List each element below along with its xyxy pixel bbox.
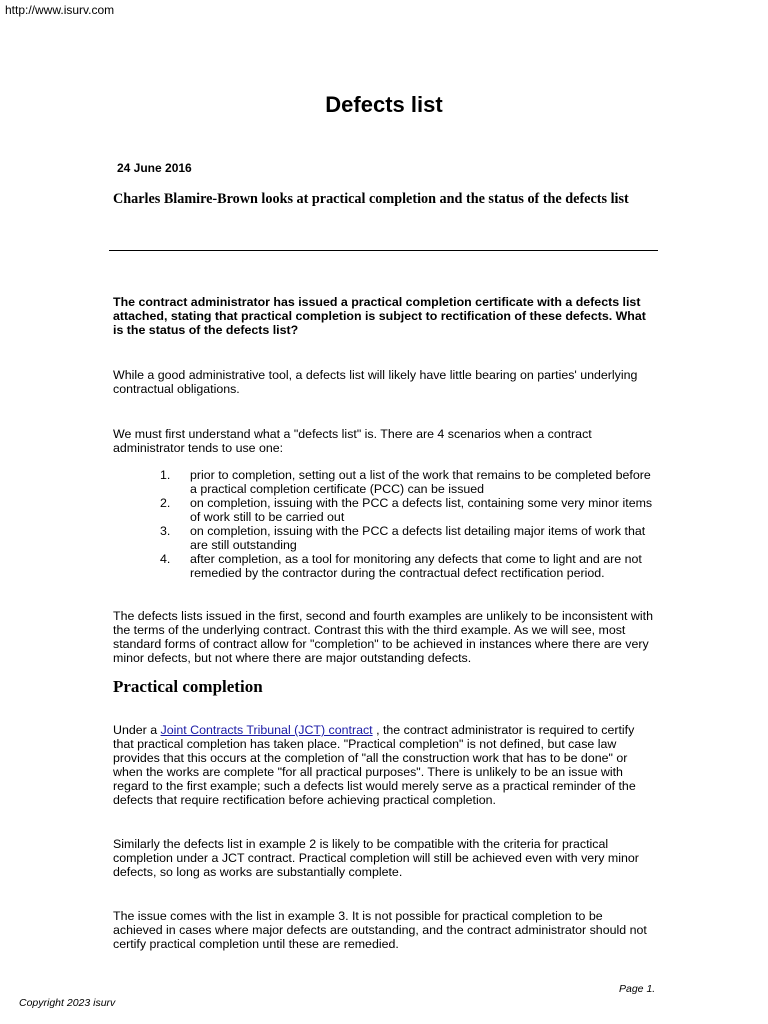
paragraph-5: Similarly the defects list in example 2 is likely to be compatible with the criteria for practical completion under a JCT contract. Practical completion will still be achieved even with very minor defects, so long as works are substantially complete. [113,837,639,879]
paragraph-4-lead: Under a [113,723,161,737]
paragraph-3: The defects lists issued in the first, second and fourth examples are unlikely to be inconsistent with the terms of the underlying contract. Contrast this with the third example. As we will see, most standard forms of contract allow for "completion" to be achieved in instances where there are very minor defects, but not where there are major outstanding defects. [113,609,653,665]
paragraph-2: We must first understand what a "defects list" is. There are 4 scenarios when a contract administrator tends to use one: [113,427,592,455]
paragraph-4 [113,723,653,807]
intro-question: The contract administrator has issued a practical completion certificate with a defects list attached, stating that practical completion is subject to rectification of these defects. What is the status of the defects list? [113,295,646,337]
article-date: 24 June 2016 [117,161,192,175]
list-item-text: on completion, issuing with the PCC a defects list detailing major items of work that are still outstanding [190,524,646,552]
article-subtitle: Charles Blamire-Brown looks at practical completion and the status of the defects list [113,191,629,207]
list-item-text: after completion, as a tool for monitoring any defects that come to light and are not remedied by the contractor during the contractual defect rectification period. [190,552,642,580]
list-item-number: 3. [160,524,171,538]
paragraph-4-body: , the contract administrator is required to certify that practical completion has taken place. "Practical completion" is not defined, but case law provides that this occurs at the completion of "all the construction work that has to be done" or when the works are complete "for all practical purposes". There is unlikely to be an issue with regard to the first example; such a defects list would merely serve as a practical reminder of the defects that require rectification before achieving practical completion. [113,723,636,807]
source-url: http://www.isurv.com [5,3,115,17]
page-number: Page 1. [619,983,656,995]
scenario-list [160,468,660,580]
list-item [160,552,660,580]
section-heading: Practical completion [113,677,263,696]
list-item-text: prior to completion, setting out a list of the work that remains to be completed before a practical completion certificate (PCC) can be issued [190,468,651,496]
list-item [160,468,660,496]
copyright: Copyright 2023 isurv [19,997,116,1009]
list-item [160,496,660,524]
paragraph-6: The issue comes with the list in example 3. It is not possible for practical completion to be achieved in cases where major defects are outstanding, and the contract administrator should not certify practical completion until these are remedied. [113,909,647,951]
page-title: Defects list [325,92,443,117]
list-item-number: 2. [160,496,171,510]
divider [109,250,658,251]
list-item-number: 1. [160,468,171,482]
paragraph-1: While a good administrative tool, a defects list will likely have little bearing on parties' underlying contractual obligations. [113,368,638,396]
list-item-text: on completion, issuing with the PCC a defects list, containing some very minor items of work still to be carried out [190,496,653,524]
list-item [160,524,660,552]
jct-contract-link[interactable]: Joint Contracts Tribunal (JCT) contract [160,723,373,737]
list-item-number: 4. [160,552,171,566]
